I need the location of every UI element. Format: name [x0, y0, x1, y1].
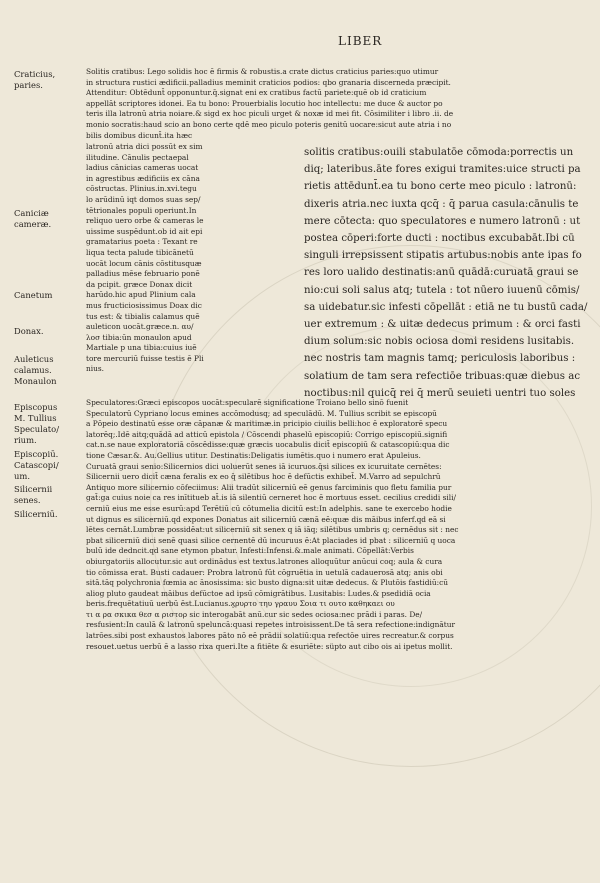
- text-line: latrōes.sibi post exhaustos labores pāto nō eē prādii solatiū:qua refectōe uires recreatur.& corpus: [86, 631, 454, 641]
- running-header: LIBER: [338, 34, 383, 48]
- text-line: λοσ tibia:ūn monaulon apud: [86, 332, 192, 342]
- text-line: latronū atria dici possūt ex sim: [86, 142, 203, 151]
- text-line: bulū ide dedncit.qd sane etymon pbatur. Infesti:Infensi.&.male animati. Cōpellāt:Verbis: [86, 546, 414, 556]
- marginal-note: Silicerniū.: [14, 509, 58, 519]
- text-line: rietis attēdunt̄.ea tu bono certe meo piculo : latronū:: [304, 181, 577, 193]
- text-line: dixeris atria.nec iuxta qcq̄ : q̄ parua casula:cānulis te: [304, 198, 579, 210]
- text-line: tio cōmissa erat. Busti cadauer: Probra latronū fūt cōgruētia in uetulā cadauerosā atq; anis obi: [86, 567, 443, 577]
- text-line: sitā.tāq polychronia fœmia ac ānosissima: sic busto digna:sit uitæ dedecus. & Plutōis fastidiū:cū: [86, 578, 448, 588]
- text-line: bilis domibus dicunt̄.ita hæc: [86, 130, 193, 140]
- text-line: res loro ualido destinatis:anū quādā:curuatā graui se: [304, 267, 579, 279]
- text-line: resouet.uetus uerbū ē a lasso rixa queri.Ite a fitiēte & esuriēte: süpto aut cibo ois ai ipetus mollit.: [86, 641, 453, 651]
- text-line: sa uidebatur.sic infesti cōpellāt : etiā ne tu bustū cada/: [304, 301, 588, 313]
- text-line: tore mercuriū fuisse testis ē Pli: [86, 353, 204, 363]
- text-line: Antiquo more silicernio cōfeciimus: Alii tradūt silicerniū eē genus farciminis quo fletu familia pur: [86, 482, 452, 492]
- text-line: Speculatores:Græci episcopos uocāt:specularē significatione Troiano bello sinō fuenit: [86, 398, 409, 407]
- marginal-note: Craticius, paries.: [14, 69, 56, 90]
- text-line: palladius mēse februario ponē: [86, 269, 200, 279]
- text-line: dium solum:sic nobis ociosa domi residens lusitabis.: [304, 336, 575, 348]
- text-line: monio socratis:haud scio an bono certe qdē meo piculo poteris genitū uocare:sicut aute atria i no: [86, 119, 452, 129]
- text-line: tus est: & tibialis calamus quē: [86, 311, 200, 321]
- text-line: in agrestibus ædificiis ex cāna: [86, 173, 200, 183]
- marginal-note: Canetum: [14, 290, 53, 300]
- text-line: uer extremum : & uitæ dedecus primum : & orci fasti: [304, 319, 581, 331]
- text-line: tētrionales populi operiunt.In: [86, 205, 197, 215]
- main-text-column: [304, 144, 596, 402]
- text-line: ladius cānicias cameras uocat: [86, 163, 199, 173]
- text-line: uissime suspēdunt.ob id ait epi: [86, 226, 203, 236]
- text-line: a Pōpeio destinatū esse oræ cāpanæ & maritimæ.in pricipio ciuilis belli:hoc ē exploratorē specu: [86, 419, 448, 429]
- text-line: resfusient:In caulā & latronū speluncā:quasi repetes introisissent.De tā sera refectione:indignātur: [86, 620, 456, 630]
- marginal-note: Caniciæ cameræ.: [14, 208, 52, 229]
- text-line: uocāt locum cānis cōstitusquæ: [86, 258, 202, 268]
- text-line: Speculatorū Cypriano locus emines accōmodusq; ad speculādū. M. Tullius scribit se episcopū: [86, 408, 437, 418]
- text-line: postea cōperi:forte ducti : noctibus excubabāt.Ibi cū: [304, 233, 575, 245]
- text-line: ilitudine. Cānulis pectaepal: [86, 152, 189, 162]
- text-line: nius.: [86, 364, 105, 374]
- text-line: latorēq;.Idē aitq;quādā ad atticū epistola / Cōscendi phaselū episcopiū: Corrigo episcopiū.signifi: [86, 429, 448, 439]
- text-line: noctibus:nil quicq̄ rei q̄ merū seuieti uentri tuo soles: [304, 387, 576, 399]
- text-line: mus fructiciosissimus Doax dic: [86, 300, 202, 310]
- commentary-left-column: [86, 142, 304, 375]
- text-line: diq; lateribus.āte fores exigui tramites:uice structi pa: [304, 164, 581, 176]
- text-line: cat.n.se naue exploratoriā cōscēdisse:quæ græcis uocabulis dicit̄ episcopiū & catascopiū:qua dic: [86, 440, 450, 450]
- text-line: reliquo uero orbe & cameras le: [86, 216, 204, 226]
- text-line: cōstructas. Plinius.in.xvi.tegu: [86, 184, 197, 194]
- text-line: obiurgatoriis allocutur.sic aut ordinādus est textus.latrones alloquūtur anūcui coq; aula & cura: [86, 556, 443, 566]
- text-line: Solitis cratibus: Lego solidis hoc ē firmis & robustis.a crate dictus craticius paries:quo utimur: [86, 67, 439, 76]
- text-line: Attenditur: Obtēdunt̄ opponuntur.q̄.signat eni ex cratibus factū pariete:quē ob id craticium: [86, 88, 427, 98]
- text-line: Curuatā graui senio:Silicernios dici uoluerūt senes iā icuruos.q̄si silices ex icuruitate cernētes:: [86, 461, 442, 471]
- text-line: lo arūdinū iqt domos suas sep/: [86, 194, 201, 204]
- text-line: singuli irrepsissent stipatis artubus:nobis ante ipas fo: [304, 250, 582, 262]
- text-line: nec nostris tam magnis tamq; periculosis laboribus :: [304, 353, 576, 365]
- text-line: τι α ρα σκικα θεσ α ριστορ sic interogabāt anū.cur sic sedes ociosa:nec prādi i paras. De/: [86, 609, 423, 619]
- text-line: gat̄:ga cuius noie ca res inītitueb at̄.is iā silentiū cerneret hoc ē mortuus esset. cecilius credidi sili/: [86, 493, 456, 503]
- text-line: gramatarius poeta : Texant re: [86, 237, 198, 247]
- text-line: aliog pluto gaudeat māibus defūctoe ad ipsū cōmigrātibus. Lusitabis: Ludes.& psedidiā ocia: [86, 588, 431, 598]
- text-line: lētes cernāt.Lumbræ possidēat:ut silicerniū sit senex q iā iāq; silētibus umbris q; cernēdus sit : nec: [86, 525, 459, 535]
- text-line: mere cōtecta: quo speculatores e numero latronū : ut: [304, 215, 581, 227]
- text-line: cerniū eius me esse esurū:apd Terētiū cū cōtumelia dicitū est:In adelphis. sane te exercebo hodie: [86, 503, 452, 513]
- text-line: in structura rustici ædificii.palladius meminit craticios podios: qbo granaria discerneda præcipit.: [86, 77, 451, 87]
- text-line: auleticon uocāt.græce.n. αυ/: [86, 322, 194, 332]
- text-line: solatium de tam sera refectiōe tribuas:quæ diebus ac: [304, 370, 581, 382]
- text-line: pbat silicerniū dici senē quasi silice cernentē dū incuruus ē:At placiades id pbat : silicerniū q uoca: [86, 535, 456, 545]
- text-line: harūdo.hic apud Plinium cala: [86, 290, 196, 300]
- marginal-note: Donax.: [14, 326, 44, 336]
- commentary-bottom: [86, 398, 596, 652]
- text-line: Silicernii uero dicit̄ cæna feralis ex eo q̄ silētibus hoc ē defūctis exhibet̄. M.Varro ad sepulchrū: [86, 472, 441, 482]
- marginal-note: Silicernii senes.: [14, 484, 53, 505]
- text-line: Martiale p una tibia:cuius iuē: [86, 343, 197, 353]
- text-line: ut dignus es silicerniū.qd expones Donatus ait silicerniū cænā eē:quæ dis māibus inferf.qd eā si: [86, 514, 446, 524]
- marginal-note: Episcopus M. Tullius Speculato/ rium.: [14, 402, 60, 445]
- text-line: liqua tecta palude tibicānetū: [86, 247, 194, 257]
- commentary-top: [86, 67, 596, 141]
- text-line: solitis cratibus:ouili stabulatōe cōmoda:porrectis un: [304, 147, 574, 158]
- text-line: appellāt scriptores idonei. Ea tu bono: Prouerbialis locutio hoc intellectu: me duce & auctor po: [86, 98, 443, 108]
- marginal-note: Auleticus calamus. Monaulon: [14, 354, 57, 386]
- text-line: teris illa latronū atria noiare.& sigd ex hoc piculi urget & noxæ id mei fit. Cōsimiliter i libro .ii. de: [86, 109, 454, 119]
- text-line: tione Cæsar.&. Au.Gellius utitur. Destinatis:Deligatis iumētis.quo i numero erat Apuleius.: [86, 450, 421, 460]
- text-line: beris.frequētatiuū uerbū ēst.Lucianus.ϗρυρτο τηυ γραυυ Σοια τι ουτο καθηκαει ου: [86, 599, 395, 609]
- text-line: nio:cui soli salus atq; tutela : tot nūero iuuenū cōmis/: [304, 284, 580, 296]
- text-line: da pcipit. græce Donax dicit: [86, 279, 193, 289]
- marginal-note: Episcopiū. Catascopi/ um.: [14, 449, 59, 481]
